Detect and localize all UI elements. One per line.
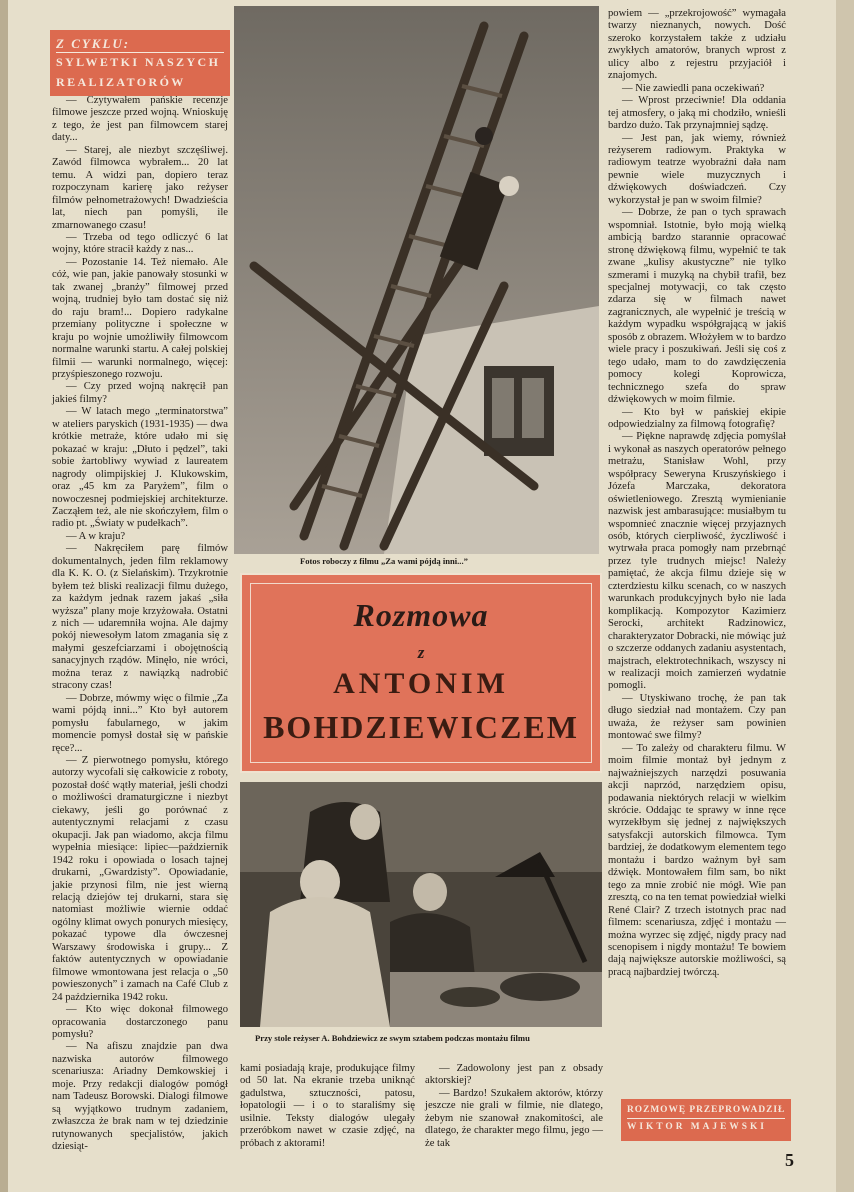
headline-first-name: ANTONIM — [333, 667, 509, 700]
paragraph: kami posiadają kraje, produkujące filmy od 50 lat. Na ekranie trzeba uniknąć gadulstwa, sztuczności, patosu, łopatologii — i o to staraliśmy się usilnie. Teksty dialogów ulegały przeróbkom nawet w czasie zdjęć, na próbach z aktorami! — [240, 1063, 415, 1149]
credit-rule — [627, 1118, 785, 1119]
paragraph: — Utyskiwano trochę, że pan tak długo siedział nad montażem. Czy pan uważa, że reżyser sam powinien montować swe filmy? — [608, 692, 786, 742]
photo-caption-1: Fotos roboczy z filmu „Za wami pójdą inni...” — [300, 556, 468, 566]
badge-rule — [56, 52, 224, 53]
article-column-1 — [52, 95, 228, 1153]
paragraph: — Czytywałem pańskie recenzje filmowe jeszcze przed wojną. Wnioskuję z tego, że jest pan filmowcem starej daty... — [52, 95, 228, 144]
paragraph: — Wprost przeciwnie! Dla oddania tej atmosfery, o jaką mi chodziło, wnieśli bardzo dużo. Tak przynajmniej sądzę. — [608, 95, 786, 132]
paragraph: powiem — „przekrojowość” wymagała twarzy nieznanych, nowych. Dość szeroko korzystałem także z udziału zwykłych amatorów, branych wprost z ulicy albo z rejestru przyjaciół i znajomych. — [608, 8, 786, 82]
ladder-photo-drawing — [234, 6, 599, 554]
article-column-4 — [608, 8, 786, 1113]
article-column-3 — [425, 1063, 603, 1153]
paragraph: — W latach mego „terminatorstwa” w ateliers paryskich (1931-1935) — dwa krótkie metraże, które udało mi się pokazać w kraju: „Dłuto i pędzel”, taki sobie żartobliwy wywiad z laureatem nagrody olimpijskiej J. Klukowskim, oraz „45 km za Paryżem”, film o nowoczesnej podmiejskiej architekturze. Zacząłem też, ale nie skończyłem, film o radio pt. „Światy w pudełkach”. — [52, 406, 228, 530]
paragraph: — Dobrze, mówmy więc o filmie „Za wami pójdą inni...” Kto był autorem pomysłu fabularnego, w jakim momencie pomysł dostał się w pańskie ręce?... — [52, 692, 228, 754]
film-set-ladder-photo — [234, 6, 599, 554]
paragraph: — A w kraju? — [66, 530, 126, 542]
page-number: 5 — [785, 1150, 794, 1170]
headline-box — [240, 573, 602, 773]
paragraph: — Kto więc dokonał filmowego opracowania dostarczonego panu pomysłu? — [52, 1004, 228, 1040]
page-edge — [836, 0, 854, 1192]
paragraph: — Trzeba od tego odliczyć 6 lat wojny, które stracił każdy z nas... — [52, 231, 228, 256]
paragraph: — Na afiszu znajdzie pan dwa nazwiska autorów filmowego scenariusza: Ariadny Demkowskiej i moje. Przy redakcji dialogów pomógł nam Tadeusz Borowski. Dialogi filmowe są wyjątkowo trudnym zadaniem, zwłaszcza że brak nam w tej dziedzinie rutynowanych specjalistów, jakich dziesiąt- — [52, 1041, 228, 1153]
series-badge — [50, 30, 230, 96]
paragraph: — Z pierwotnego pomysłu, którego autorzy wycofali się całkowicie z roboty, pozostał dość wątły materiał, jeśli chodzi o możliwości dramaturgiczne i niezbyt ciekawy, jeśli go porównać z autentycznymi relacjami z czasu okupacji. Jak pan wiadomo, akcja filmu wypełnia miesiące: lipiec—październik 1942 roku i opowiada o losach tajnej drukarni, „Gwardzisty”. Opowiadanie, jakie przynosi film, nie jest wierną relacją dziejów tej drukarni, stara się natomiast możliwie wiernie oddać ogólny klimat owych ponurych miesięcy, pokazać typowe dla ówczesnej Warszawy środowiska i grupy... Z faktów autentycznych w opowiadanie filmowe wmontowana jest relacja o „50 powieszonych” i zamach na Café Club z 24 października 1942 roku. — [52, 755, 228, 1003]
paragraph: — To zależy od charakteru filmu. W moim filmie montaż był jednym z najważniejszych narzędzi posuwania akcji naprzód, narzędziem opisu, podawania niektórych relacji w wielkim skrócie. Oddając te sprawy w inne ręce wyrzekłbym się jednej z największych satysfakcji autorskich filmowca. Tym bardziej, że dodatkowym elementem tego montażu i bardzo ważnym był sam dźwięk. Montowałem film sam, bo nikt tego za mnie zrobić nie mógł. Wie pan zresztą, co na ten temat powiedział wielki René Clair? Z trzech istotnych prac nad filmem: scenariusza, zdjęć i montażu — można wyrzec się zdjęć, nigdy pracy nad scenopisem i nigdy montażu! Te bowiem dają największe autorskie możliwości, są pracą najbardziej twórczą. — [608, 742, 786, 978]
paragraph: — Bardzo! Szukałem aktorów, którzy jeszcze nie grali w filmie, nie dlatego, żebym nie szanował znakomitości, ale dlatego, że charakter mego filmu, jego — że tak — [425, 1087, 603, 1149]
paragraph: — Nie zawiedli pana oczekiwań? — [622, 82, 765, 94]
paragraph: — Czy przed wojną nakręcił pan jakieś filmy? — [52, 381, 228, 405]
credit-line-2: WIKTOR MAJEWSKI — [627, 1122, 767, 1132]
paragraph: — Kto był w pańskiej ekipie odpowiedzialny za filmową fotografię? — [608, 406, 786, 430]
credit-line-1: ROZMOWĘ PRZEPROWADZIŁ — [627, 1105, 786, 1115]
editing-photo-drawing — [240, 782, 602, 1027]
photo-caption-2: Przy stole reżyser A. Bohdziewicz ze swym sztabem podczas montażu filmu — [255, 1033, 530, 1043]
paragraph: — Zadowolony jest pan z obsady aktorskiej? — [425, 1063, 603, 1087]
headline-surname: BOHDZIEWICZEM — [263, 709, 579, 745]
paragraph: — Starej, ale niezbyt szczęśliwej. Zawód filmowca wybrałem... 20 lat temu. A widzi pan, dopiero teraz rozpoczynam karierę jako reżyser filmów pełnometrażowych! Dwadzieścia lat, niech pan pomyśli, ile zmarnowanego czasu! — [52, 144, 228, 231]
paragraph: — Nakręciłem parę filmów dokumentalnych, jeden film reklamowy dla K. K. O. (z Sielańskim). Trzykrotnie byłem też bliski realizacji filmu dużego, za każdym jednak razem jakaś „siła wyższa” plany moje krzyżowała. Ostatni z nich — udaremniła wojna. Ale dajmy pokój niewesołym latom zmagania się z małymi geszefciarzami i obojętnością sanacyjnych rządów. Minęło, nie wróci, można teraz z nawiązką nadrobić stracony czas! — [52, 543, 228, 692]
badge-line-2: SYLWETKI NASZYCH — [56, 55, 221, 69]
paragraph: — Pozostanie 14. Też niemało. Ale cóż, wie pan, jakie panowały stosunki w tak zwanej „branży” filmowej przed wojną, trudniej było tam dostać się niż do raju bram!... Dopiero radykalne przemiany polityczne i społeczne w kraju po wojnie umożliwiły filmowcom normalne warunki startu. A całej polskiej filmii — warunki normalnego, więcej: przyśpieszonego rozwoju. — [52, 256, 228, 380]
article-column-2 — [240, 1063, 415, 1153]
badge-line-3: REALIZATORÓW — [56, 75, 186, 89]
paragraph: — Piękne naprawdę zdjęcia pomyślał i wykonał as naszych operatorów pełnego metrażu, Stanisław Wohl, przy współpracy Seweryna Kruszyńskiego i Józefa Marczaka, dekoratora oświetleniowego. Zresztą wymienianie nazwisk jest ambarasujące: musiałbym tu wspomnieć znacznie więcej przyjaznych osób, których cierpliwość, życzliwość i wytrwała praca pomogły nam przebrnąć przez tyle trudnych miejsc! Należy pamiętać, że akcja filmu dzieje się w czterdziestu kilku scenach, co w naszych warunkach produkcyjnych było nie lada komplikacją. Kompozytor Kazimierz Serocki, architekt Radzinowicz, charakteryzator Dobracki, nie mówiąc już o szczerze oddanych zadaniu asystentach, majstrach, elektrotechnikach, wszyscy ni w realizacji moich zamierzeń wydatnie pomogli. — [608, 431, 786, 692]
paragraph: — Dobrze, że pan o tych sprawach wspomniał. Istotnie, było moją wielką ambicją bardzo starannie opracować stronę dźwiękową filmu, wypełnić te tak zwane „kulisy akustyczne” nie tylko szmerami i muzyką na chybił trafił, bez specjalnej motywacji, co tak często zdarza się w filmach nawet zagranicznych, ale wypełnić je treścią w każdym wypadku współgrającą w jakiś sposób z obrazem. Włożyłem w to bardzo wiele pracy i poszukiwań. Jeśli się coś z tego udało, mam to do zawdzięczenia pomocy kolegi Koprowicza, technicznego szefa do spraw dźwiękowych w moim filmie. — [608, 207, 786, 406]
editing-table-photo — [240, 782, 602, 1027]
headline-z: z — [417, 643, 425, 662]
badge-line-1: Z CYKLU: — [56, 36, 131, 51]
headline-rozmowa: Rozmowa — [353, 597, 489, 633]
paragraph: — Jest pan, jak wiemy, również reżyserem radiowym. Praktyka w radiowym teatrze wyobraźni dała nam pewnie wiele muzycznych i dźwiękowych doświadczeń. Czy wykorzystał je pan w swoim filmie? — [608, 132, 786, 206]
interviewer-credit — [621, 1099, 791, 1141]
